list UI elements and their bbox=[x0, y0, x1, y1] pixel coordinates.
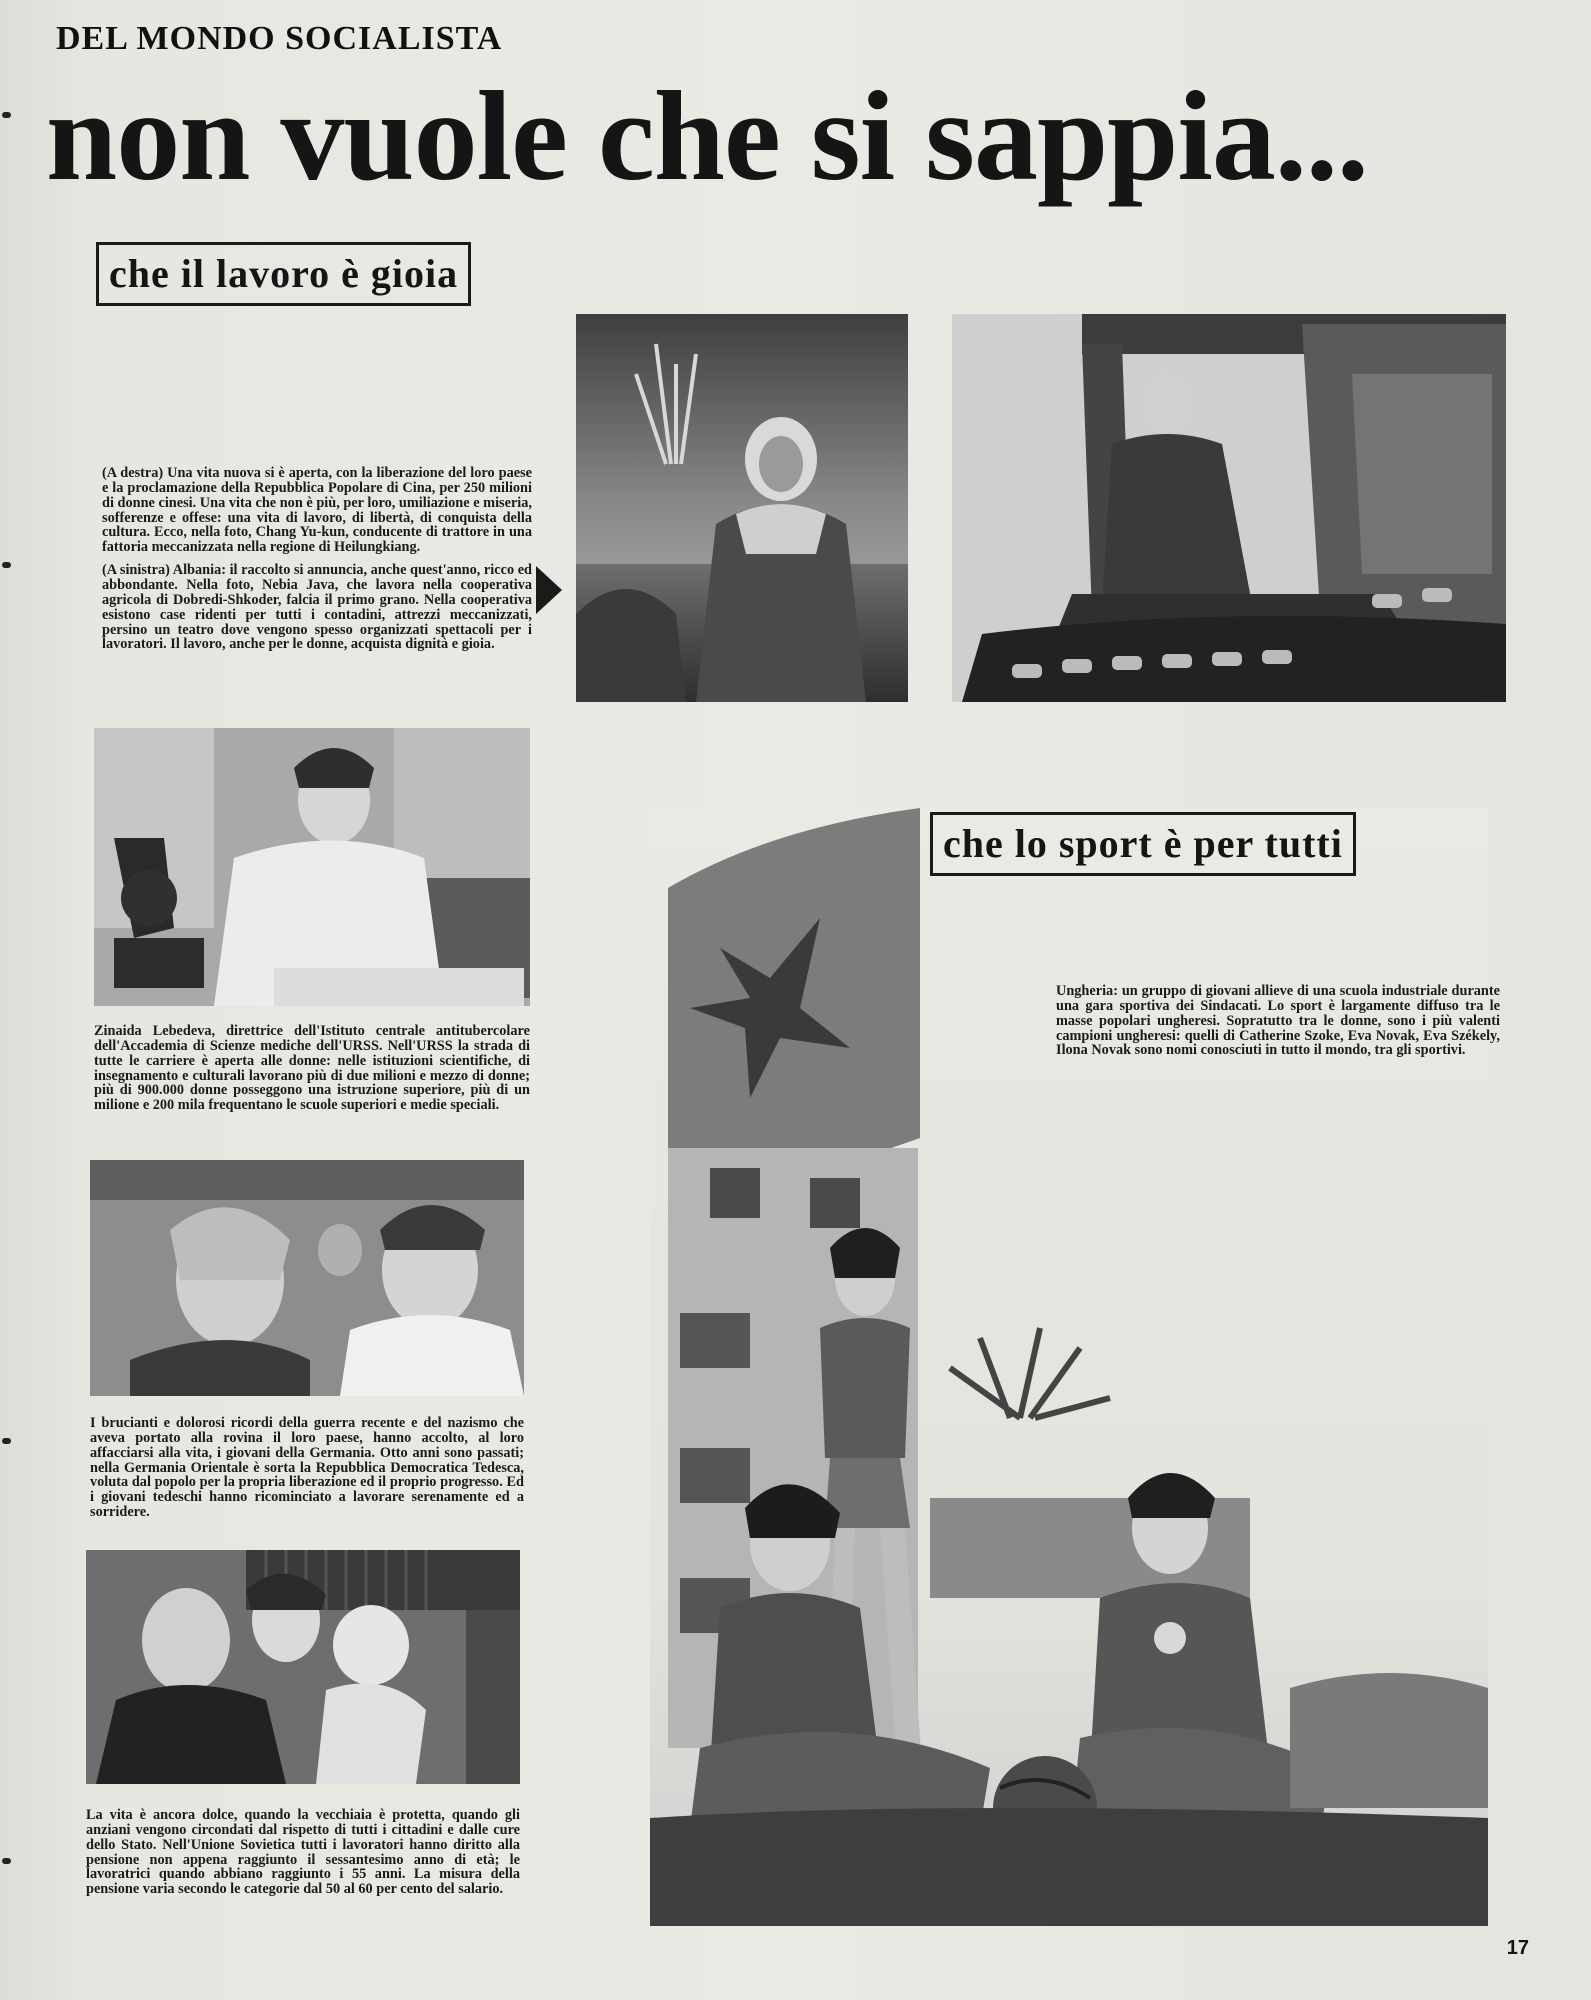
binding-mark bbox=[2, 112, 11, 118]
photo-chinese-tractor-driver bbox=[952, 314, 1506, 702]
caption-germany: I brucianti e dolorosi ricordi della guerra recente e del nazismo che aveva portato alla rovina il loro paese, hanno accolto, al loro affacciarsi alla vita, i giovani della Germania. Otto anni sono passati; nella Germania Orientale è sorta la Repubblica Democratica Tedesca, voluta dal popolo per la propria liberazione ed il proprio progresso. Ed i giovani tedeschi hanno ricominciato a lavorare serenamente ed a sorridere. bbox=[90, 1415, 524, 1521]
pointer-arrow-icon bbox=[536, 566, 562, 614]
photo-family-elderly bbox=[86, 1550, 520, 1784]
photo-albanian-harvester bbox=[576, 314, 908, 702]
page-headline: non vuole che si sappia... bbox=[46, 65, 1368, 207]
photo-lebedeva-laboratory bbox=[94, 728, 530, 1006]
work-caption-block bbox=[102, 466, 532, 660]
photo-hungarian-students bbox=[650, 808, 1488, 1926]
photo-german-youth bbox=[90, 1160, 524, 1396]
work-section-title: che il lavoro è gioia bbox=[96, 242, 471, 306]
caption-china: (A destra) Una vita nuova si è aperta, con la liberazione del loro paese e la proclamazione della Repubblica Popolare di Cina, per 250 milioni di donne cinesi. Una vita che non è più, per loro, umiliazione e miseria, sofferenze e offese: una vita di lavoro, di libertà, di conquista della cultura. Ecco, nella foto, Chang Yu-kun, conducente di trattore in una fattoria meccanizzata nella regione di Heilungkiang. bbox=[102, 465, 532, 556]
caption-albania: (A sinistra) Albania: il raccolto si annuncia, anche quest'anno, ricco ed abbondante. Nella foto, Nebia Java, che lavora nella cooperativa agricola di Dobredi-Shkoder, falcia il primo grano. Nella cooperativa esistono case ridenti per tutti i contadini, attrezzi meccanizzati, persino un teatro dove vengono spesso organizzati spettacoli per i lavoratori. Il lavoro, anche per le donne, acquista dignità e gioia. bbox=[102, 562, 532, 653]
caption-hungary: Ungheria: un gruppo di giovani allieve di una scuola industriale durante una gara sportiva dei Sindacati. Lo sport è largamente diffuso tra le masse popolari ungheresi. Sopratutto tra le donne, sono i più valenti campioni ungheresi: quelli di Catherine Szoke, Eva Novak, Eva Székely, Ilona Novak sono nomi conosciuti in tutto il mondo, tra gli sportivi. bbox=[1056, 983, 1500, 1059]
sport-section-title: che lo sport è per tutti bbox=[930, 812, 1356, 876]
binding-mark bbox=[2, 1858, 11, 1864]
section-kicker: DEL MONDO SOCIALISTA bbox=[56, 20, 503, 57]
binding-mark bbox=[2, 1438, 11, 1444]
caption-pension: La vita è ancora dolce, quando la vecchiaia è protetta, quando gli anziani vengono circondati dal rispetto di tutti i cittadini e dalle cure dello Stato. Nell'Unione Sovietica tutti i lavoratori hanno diritto alla pensione non appena raggiunto il sessantesimo anno di età; le lavoratrici quando abbiano raggiunto i 55 anni. La misura della pensione varia secondo le categorie dal 50 al 60 per cento del salario. bbox=[86, 1807, 520, 1898]
caption-lebedeva: Zinaida Lebedeva, direttrice dell'Istituto centrale antitubercolare dell'Accademia di Scienze mediche dell'URSS. Nell'URSS la strada di tutte le carriere è aperta alle donne: nelle istituzioni scientifiche, di insegnamento e culturali lavorano più di due milioni e mezzo di donne; più di 900.000 donne posseggono una istruzione superiore, più di un milione e 200 mila frequentano le scuole superiori e medie speciali. bbox=[94, 1023, 530, 1114]
binding-mark bbox=[2, 562, 11, 568]
page-number: 17 bbox=[1506, 1937, 1529, 1959]
